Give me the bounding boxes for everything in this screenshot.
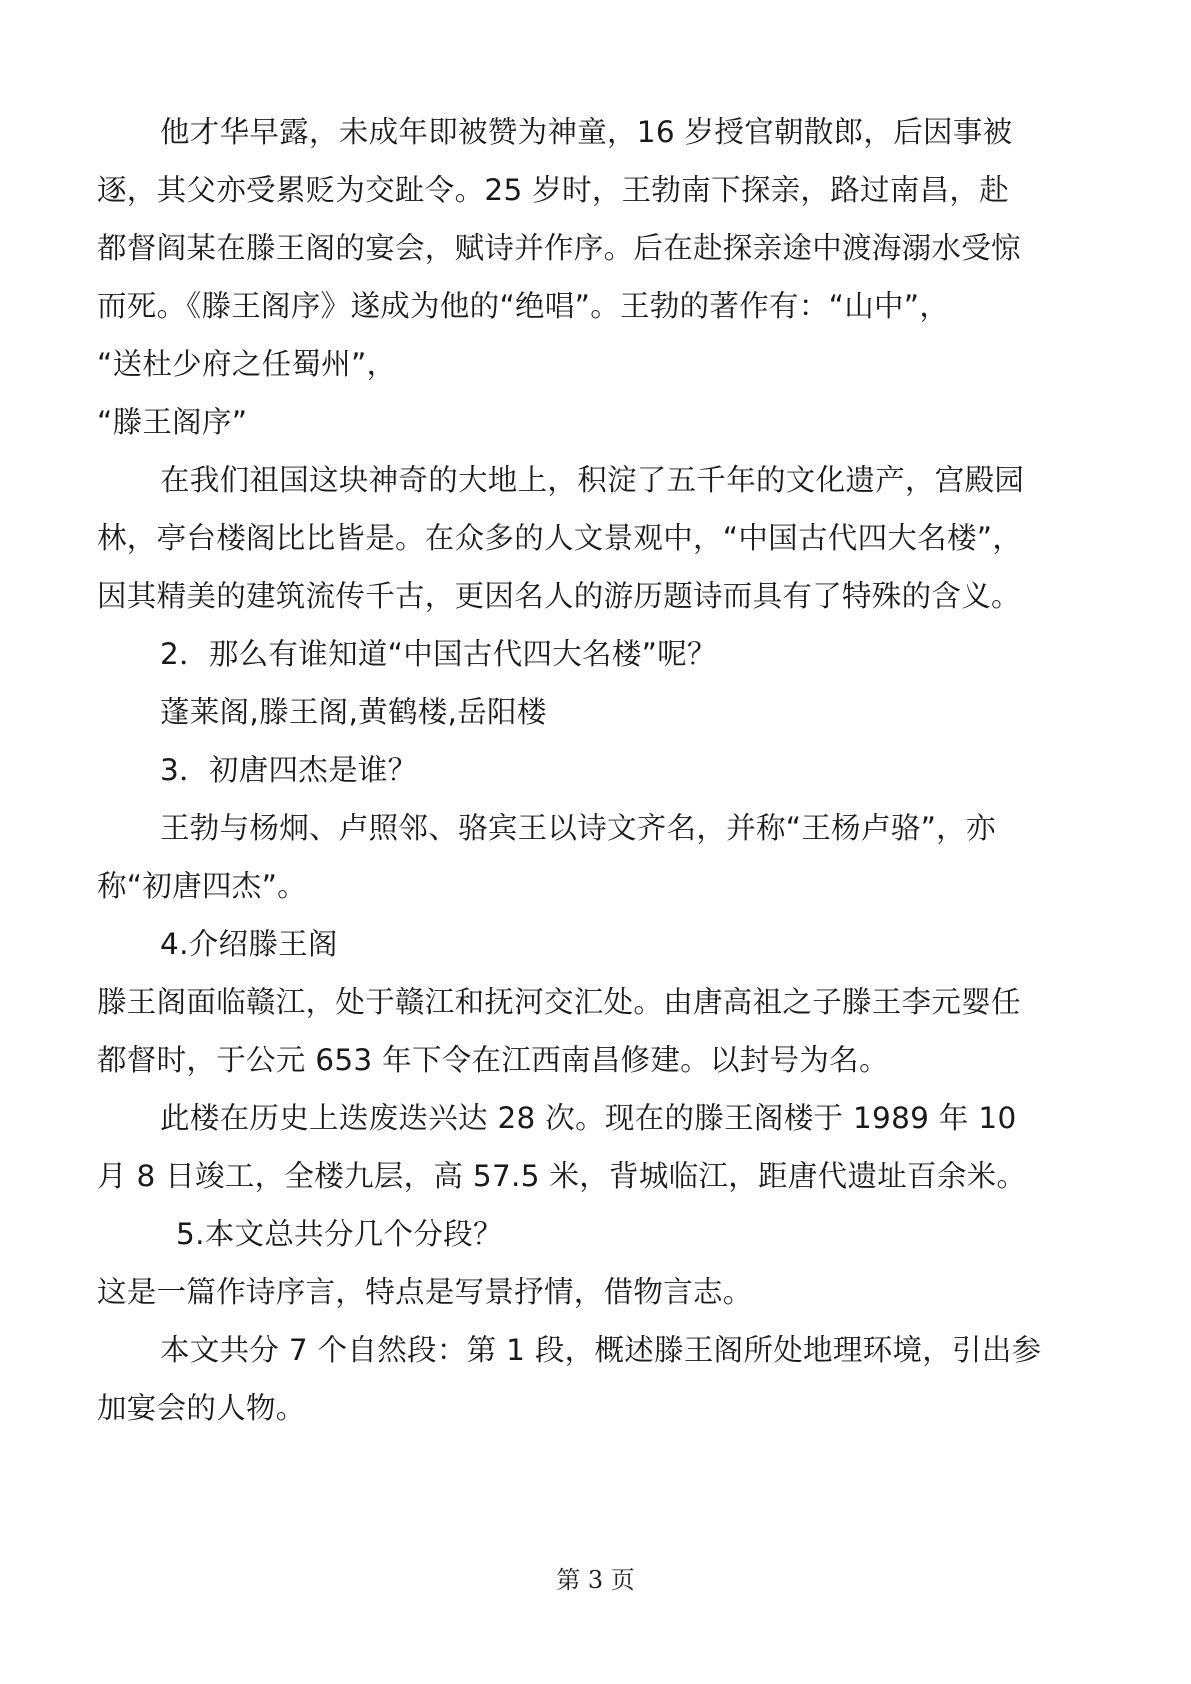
text-line: 在我们祖国这块神奇的大地上，积淀了五千年的文化遗产，宫殿园 — [160, 463, 1025, 497]
page-number: 第 3 页 — [556, 1566, 635, 1594]
question-heading: 5.本文总共分几个分段？ — [176, 1217, 503, 1251]
text-line: 他才华早露，未成年即被赞为神童，16 岁授官朝散郎，后因事被 — [160, 115, 1013, 149]
text-line: 王勃与杨炯、卢照邻、骆宾王以诗文齐名，并称“王杨卢骆”，亦 — [160, 811, 996, 845]
text-line: 滕王阁面临赣江，处于赣江和抚河交汇处。由唐高祖之子滕王李元婴任 — [97, 985, 1021, 1019]
question-heading: 2．那么有谁知道“中国古代四大名楼”呢？ — [160, 637, 717, 671]
question-heading: 3．初唐四杰是谁？ — [160, 753, 418, 787]
text-line: 而死。《滕王阁序》遂成为他的“绝唱”。王勃的著作有：“山中”， — [97, 289, 950, 323]
text-line: 这是一篇作诗序言，特点是写景抒情，借物言志。 — [97, 1275, 753, 1309]
text-line: 称“初唐四杰”。 — [97, 869, 307, 903]
text-line: 逐，其父亦受累贬为交趾令。25 岁时，王勃南下探亲，路过南昌，赴 — [97, 173, 1010, 207]
text-line: 本文共分 7 个自然段：第 1 段，概述滕王阁所处地理环境，引出参 — [160, 1333, 1042, 1367]
text-line: 林，亭台楼阁比比皆是。在众多的人文景观中，“中国古代四大名楼”， — [97, 521, 1023, 555]
section-heading: 4.介绍滕王阁 — [160, 927, 338, 961]
text-line: 加宴会的人物。 — [97, 1391, 306, 1425]
text-line: 因其精美的建筑流传千古，更因名人的游历题诗而具有了特殊的含义。 — [97, 579, 1021, 613]
text-line: 蓬莱阁,滕王阁,黄鹤楼,岳阳楼 — [160, 695, 547, 729]
text-line: 此楼在历史上迭废迭兴达 28 次。现在的滕王阁楼于 1989 年 10 — [160, 1101, 1017, 1135]
text-line: 都督阎某在滕王阁的宴会，赋诗并作序。后在赴探亲途中渡海溺水受惊 — [97, 231, 1021, 265]
text-line: “送杜少府之任蜀州”， — [97, 347, 397, 381]
text-line: “滕王阁序” — [97, 405, 248, 439]
text-line: 月 8 日竣工，全楼九层，高 57.5 米，背城临江，距唐代遗址百余米。 — [97, 1159, 1027, 1193]
text-line: 都督时，于公元 653 年下令在江西南昌修建。以封号为名。 — [97, 1043, 889, 1077]
